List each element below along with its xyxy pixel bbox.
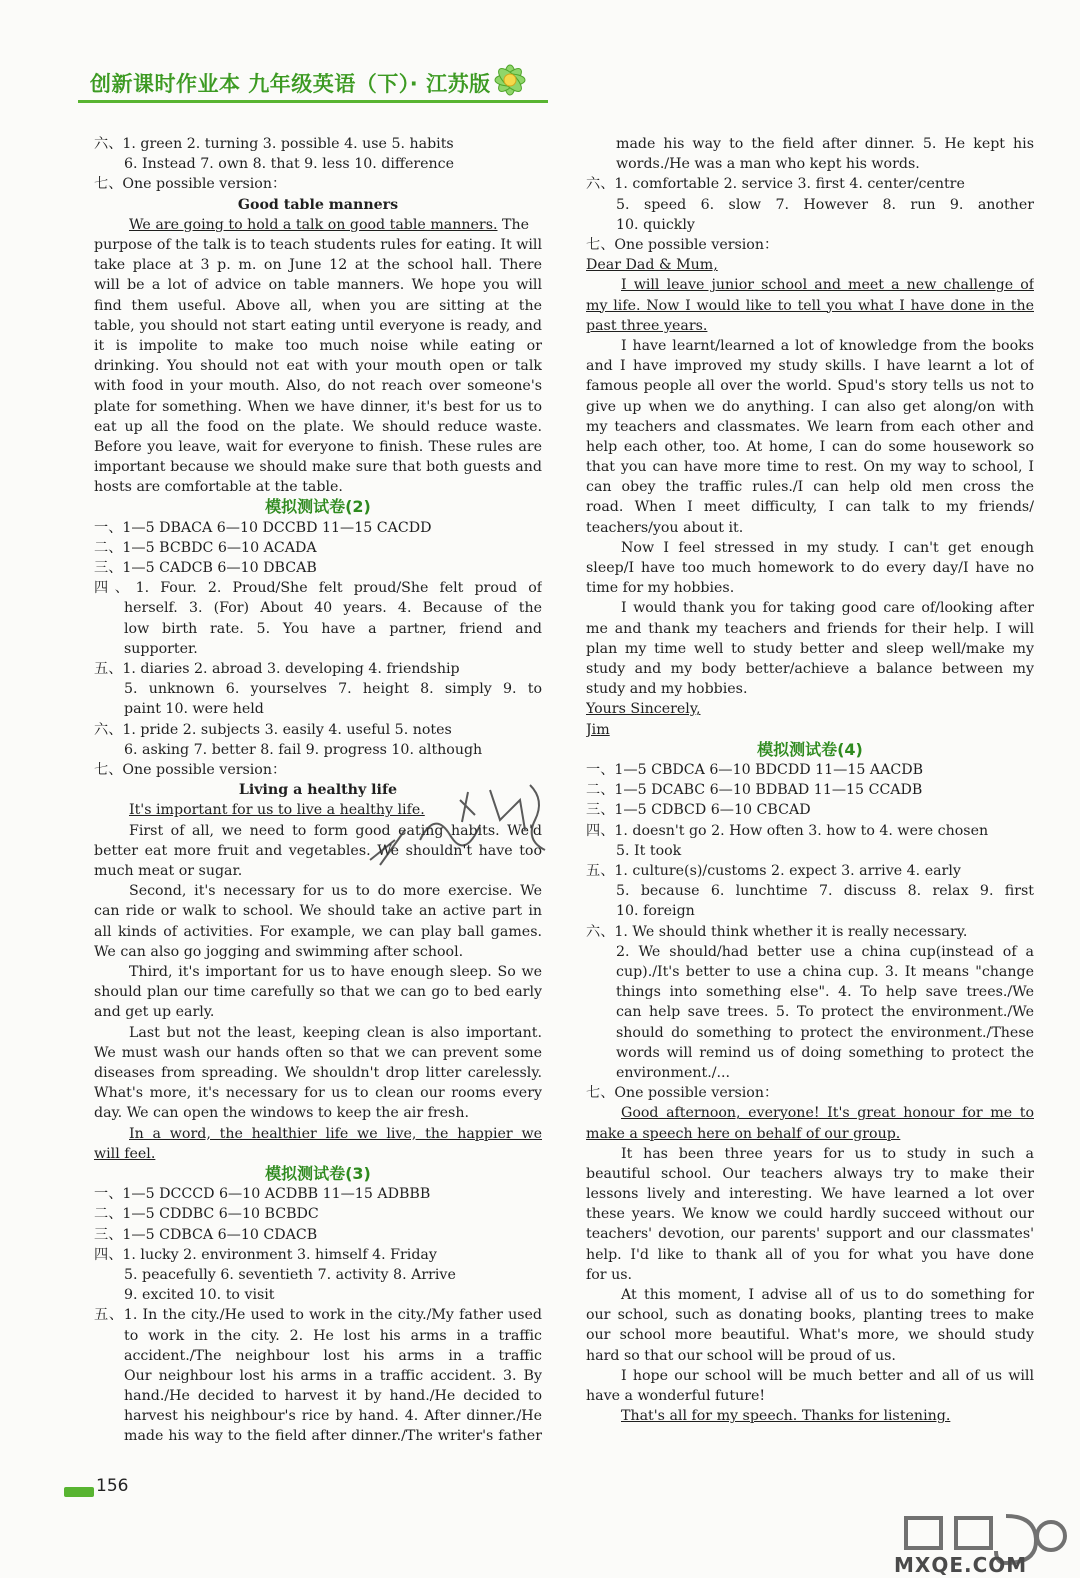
text-line: day. We can open the windows to keep the air fresh. <box>94 1105 469 1122</box>
text-line: my teachers and classmates. We learn from each other and <box>586 418 1034 435</box>
right-column <box>586 134 1034 1426</box>
text-line: can help save trees. 5. To protect the environment./We <box>616 1004 1034 1021</box>
text-line: diseases from spreading. We shouldn't drop litter carelessly. <box>94 1064 542 1081</box>
text-line: eat up all the food on the plate. We should reduce waste. <box>94 418 542 435</box>
text-line: me and thank my teachers and friends for their help. I will <box>586 620 1034 637</box>
text-line: 2. We should/had better use a china cup(instead of a <box>616 943 1034 960</box>
text-line: 三、1—5 CDBCD 6—10 CBCAD <box>586 802 811 819</box>
text-line: Dear Dad & Mum, <box>586 257 718 274</box>
text-line: In a word, the healthier life we live, the happier we <box>129 1125 542 1142</box>
text-line: our school more beautiful. What's more, we should study <box>586 1327 1034 1344</box>
text-line: environment./... <box>616 1064 731 1081</box>
underlined-text: We are going to hold a talk on good table manners. <box>129 216 498 233</box>
text-line: We are going to hold a talk on good table manners. The <box>129 216 530 233</box>
text-line: 6. Instead 7. own 8. that 9. less 10. difference <box>124 156 455 173</box>
text-line: drinking. You should not eat with your mouth open or talk <box>94 358 542 375</box>
text-line: Good afternoon, everyone! It's great honour for me to <box>621 1105 1034 1122</box>
text-line: should plan our time carefully so that we can go to bed early <box>94 984 542 1001</box>
text-line: I have learnt/learned a lot of knowledge from the books <box>621 337 1034 354</box>
left-column <box>94 134 542 1447</box>
text-line: Living a healthy life <box>238 782 398 799</box>
text-line: 二、1—5 DCABC 6—10 BDBAD 11—15 CCADB <box>586 782 923 799</box>
text-line: 五、1. diaries 2. abroad 3. developing 4. friendship <box>94 661 460 678</box>
text-line: for us. <box>586 1266 633 1283</box>
text-line: 二、1—5 BCBDC 6—10 ACADA <box>94 539 317 556</box>
text-line: What's more, it's necessary for us to clean our rooms every <box>94 1085 542 1102</box>
text-line: our school, such as donating books, planting trees to make <box>586 1307 1034 1324</box>
text-line: 七、One possible version： <box>586 236 779 253</box>
text-line: 5. peacefully 6. seventieth 7. activity 8. Arrive <box>124 1266 456 1283</box>
text-line: That's all for my speech. Thanks for listening. <box>621 1408 951 1425</box>
text-line: should do something to protect the environment./These <box>616 1024 1034 1041</box>
text-line: 七、One possible version： <box>94 762 287 779</box>
text-line: We must wash our hands often so that we can prevent some <box>94 1044 542 1061</box>
text-line: accident./The neighbour lost his arms in a traffic <box>124 1347 542 1364</box>
text-line: things into something else". 4. To help save trees./We <box>616 984 1034 1001</box>
text-line: with food in your mouth. Also, do not reach over someone's <box>94 378 542 395</box>
text-line: beautiful school. Our teachers always try to make their <box>586 1165 1034 1182</box>
text-line: to work in the city. 2. He lost his arms in a traffic <box>124 1327 542 1344</box>
text-line: and I have improved my study skills. I have learnt a lot of <box>586 358 1034 375</box>
text-line: 六、1. pride 2. subjects 3. easily 4. useful 5. notes <box>94 721 452 738</box>
text-line: much meat or sugar. <box>94 863 243 880</box>
text-line: find them useful. Above all, when you are sitting at the <box>94 297 542 314</box>
text-line: cup)./It's better to use a china cup. 3. It means "change <box>616 964 1034 980</box>
text-line: I hope our school will be much better and all of us will <box>621 1367 1034 1384</box>
text-line: can obey the traffic rules./I can help old men cross the <box>586 479 1034 496</box>
text-line: better eat more fruit and vegetables. We shouldn't have too <box>94 842 542 859</box>
text-line: 5. unknown 6. yourselves 7. height 8. simply 9. to <box>124 681 542 698</box>
text-line: study and my body better/achieve a balance between my <box>586 661 1034 677</box>
text-line: 5. It took <box>616 842 682 859</box>
text-line: can ride or walk to school. We should take an active part in <box>94 903 542 920</box>
text-line: 六、1. green 2. turning 3. possible 4. use 5. habits <box>94 136 454 152</box>
text-line: 二、1—5 CDDBC 6—10 BCBDC <box>94 1206 319 1223</box>
text-line: help. I'd like to thank all of you for what you have done <box>586 1246 1034 1263</box>
text-line: 四、1. Four. 2. Proud/She felt proud/She felt proud of <box>94 580 542 597</box>
text-line: First of all, we need to form good eating habits. We'd <box>129 822 542 839</box>
text-line: study and my hobbies. <box>586 681 748 698</box>
text-line: Good table manners <box>237 196 399 213</box>
text-line: hand./He decided to harvest it by hand./He decided to <box>124 1388 542 1405</box>
text-line: I would thank you for taking good care of/looking after <box>621 600 1034 617</box>
text-line: supporter. <box>124 640 198 657</box>
text-line: lessons lively and interesting. We have learned a lot over <box>586 1186 1034 1203</box>
text-line: At this moment, I advise all of us to do something for <box>621 1287 1034 1304</box>
text-line: help each other, too. At home, I can do some housework so <box>586 438 1034 455</box>
text-line: 5. because 6. lunchtime 7. discuss 8. relax 9. first <box>616 883 1034 900</box>
text-line: that you can have more time to rest. On my way to school, I <box>586 459 1034 476</box>
text-line: purpose of the talk is to teach students rules for eating. It will <box>94 237 542 254</box>
text-line: herself. 3. (For) About 40 years. 4. Because of the <box>124 600 542 617</box>
text-line: Before you leave, wait for everyone to finish. These rules are <box>94 438 542 455</box>
text-line: 模拟测试卷(4) <box>757 739 863 759</box>
watermark-text: MXQE.COM <box>894 1553 1028 1577</box>
text-line: words./He was a man who kept his words. <box>616 156 920 173</box>
text-line: It has been three years for us to study in such a <box>621 1145 1034 1162</box>
text-line: hard so that our school will be proud of us. <box>586 1347 896 1364</box>
text-line: will be a lot of advice on table manners. We hope you will <box>94 277 542 294</box>
text-line: 模拟测试卷(2) <box>265 497 371 517</box>
text-line: sleep/I have too much homework to do every day/I have no <box>586 560 1034 577</box>
text-line: 五、1. culture(s)/customs 2. expect 3. arrive 4. early <box>586 863 961 880</box>
text-line: Now I feel stressed in my study. I can't get enough <box>621 539 1034 556</box>
text-line: made his way to the field after dinner./The writer's father <box>124 1428 542 1445</box>
text-line: 七、One possible version： <box>94 176 287 193</box>
text-line: road. When I meet difficulty, I can talk to my friends/ <box>586 499 1034 516</box>
text-line: all kinds of activities. For example, we can play ball games. <box>94 923 542 940</box>
page-header <box>78 62 548 103</box>
text-line: plan my time well to study better and sleep well/make my <box>586 640 1034 657</box>
text-line: 三、1—5 CDBCA 6—10 CDACB <box>94 1226 318 1243</box>
text-line <box>94 800 542 820</box>
text-line: it is impolite to make too much noise while eating or <box>94 337 542 354</box>
text-line: have a wonderful future! <box>586 1388 766 1405</box>
text-line: plate for something. When we have dinner, it's best for us to <box>94 398 542 415</box>
text-line: 一、1—5 DBACA 6—10 DCCBD 11—15 CACDD <box>94 519 432 536</box>
text-line: 9. excited 10. to visit <box>124 1287 275 1304</box>
text-line: 10. foreign <box>616 903 695 920</box>
footer-bar <box>64 1487 94 1497</box>
text-line: 六、1. comfortable 2. service 3. first 4. center/centre <box>586 176 965 193</box>
text-line: these years. We know we could hardly succeed without our <box>586 1206 1034 1223</box>
text-line: 三、1—5 CADCB 6—10 DBCAB <box>94 560 317 577</box>
text-line: harvest his neighbour's rice by hand. 4. After dinner./He <box>124 1408 542 1425</box>
text-line: 四、1. lucky 2. environment 3. himself 4. Friday <box>94 1246 437 1263</box>
text-line: time for my hobbies. <box>586 580 735 597</box>
text-line: 一、1—5 DCCCD 6—10 ACDBB 11—15 ADBBB <box>94 1186 431 1203</box>
text-line: paint 10. were held <box>124 701 264 718</box>
text-line: teachers/you about it. <box>586 519 744 536</box>
header-title: 创新课时作业本 九年级英语（下）· 江苏版 <box>90 72 491 96</box>
text-line: Jim <box>586 721 610 738</box>
text-line: give up when we do anything. I can also get along/on with <box>586 398 1034 415</box>
text-line: 6. asking 7. better 8. fail 9. progress 10. although <box>124 741 483 758</box>
text-line: Last but not the least, keeping clean is also important. <box>129 1024 542 1041</box>
text-line: Yours Sincerely, <box>586 701 701 718</box>
text-line: made his way to the field after dinner. 5. He kept his <box>616 136 1034 152</box>
text-line: Third, it's important for us to have enough sleep. So we <box>129 964 542 980</box>
page-number: 156 <box>96 1476 129 1496</box>
text-line: Our neighbour lost his arms in a traffic accident. 3. By <box>124 1367 542 1384</box>
text-line: my life. Now I would like to tell you what I have done in the <box>586 297 1034 314</box>
text-line: words will remind us of doing something to protect the <box>616 1044 1034 1061</box>
text-line: past three years. <box>586 317 708 334</box>
text-line: 10. quickly <box>616 216 695 233</box>
text-line: 5. speed 6. slow 7. However 8. run 9. another <box>616 196 1034 213</box>
text-line: famous people all over the world. Spud's story tells us not to <box>586 378 1034 395</box>
text-line: Second, it's necessary for us to do more exercise. We <box>129 883 542 900</box>
text-line: make a speech here on behalf of our group. <box>586 1125 901 1142</box>
flower-icon <box>480 52 540 108</box>
text-line: important because we should make sure that both guests and <box>94 459 542 476</box>
text-line: We can also go jogging and swimming after school. <box>94 943 464 960</box>
text-line: low birth rate. 5. You have a partner, friend and <box>124 620 542 637</box>
text-line: 五、1. In the city./He used to work in the city./My father used <box>94 1307 542 1324</box>
text-line: and get up early. <box>94 1004 215 1021</box>
text-line: will feel. <box>94 1145 156 1162</box>
text-line: teachers' devotion, our parents' support and our classmates' <box>586 1226 1034 1243</box>
text-line: take place at 3 p. m. on June 12 at the school hall. There <box>94 257 542 274</box>
text-line: I will leave junior school and meet a new challenge of <box>621 277 1034 294</box>
text-line: 一、1—5 CBDCA 6—10 BDCDD 11—15 AACDB <box>586 762 924 778</box>
text-line: table, you should not start eating until everyone is ready, and <box>94 317 542 334</box>
text-line: 模拟测试卷(3) <box>265 1163 371 1183</box>
underlined-text: It's important for us to live a healthy life. <box>129 802 425 819</box>
text-line: 四、1. doesn't go 2. How often 3. how to 4. were chosen <box>586 822 989 839</box>
text-line: hosts are comfortable at the table. <box>94 479 343 496</box>
text-line: 七、One possible version： <box>586 1085 779 1102</box>
text-line: 六、1. We should think whether it is really necessary. <box>586 923 968 940</box>
